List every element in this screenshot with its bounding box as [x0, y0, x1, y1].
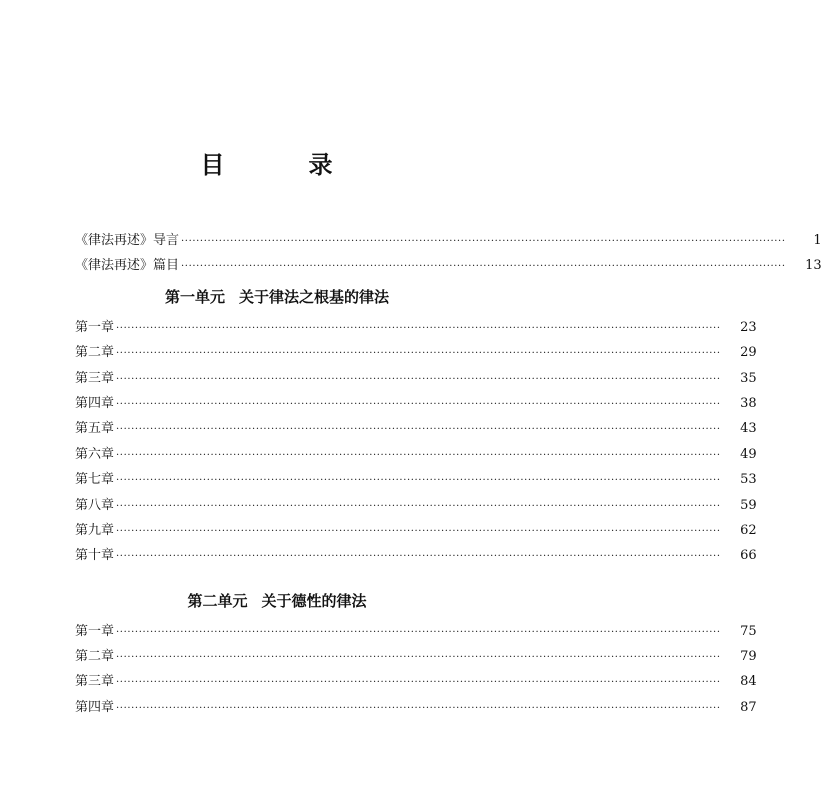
toc-chapter-row[interactable]	[75, 315, 757, 340]
chapter-page: 38	[740, 395, 757, 411]
chapter-page: 43	[740, 421, 757, 437]
toc-entry-label: 《律法再述》导言	[75, 233, 180, 248]
toc-chapter-row[interactable]	[75, 493, 757, 518]
unit-name: 关于德性的律法	[261, 591, 367, 610]
toc-entry-contents-list[interactable]	[75, 253, 822, 278]
dot-leader: ································································································································································	[116, 373, 721, 385]
toc-chapter-row[interactable]	[75, 518, 757, 543]
chapter-label: 第一章	[75, 319, 115, 335]
toc-chapter-row[interactable]	[75, 619, 757, 644]
chapter-page: 66	[740, 548, 757, 564]
chapter-page: 29	[740, 345, 757, 361]
chapter-page: 84	[740, 674, 757, 690]
chapter-label: 第六章	[75, 446, 115, 462]
chapter-page: 49	[740, 446, 757, 462]
table-of-contents	[75, 228, 822, 720]
toc-chapter-row[interactable]	[75, 543, 757, 568]
page-title: 目 录	[200, 151, 363, 179]
dot-leader: ································································································································································	[116, 398, 721, 410]
dot-leader: ································································································································································	[116, 525, 721, 537]
dot-leader: ································································································································································	[116, 551, 721, 563]
chapter-label: 第四章	[75, 699, 115, 715]
chapter-label: 第二章	[75, 649, 115, 665]
dot-leader: ································································································································································	[116, 677, 721, 689]
unit-heading-1[interactable]	[75, 279, 479, 315]
chapter-page: 87	[740, 699, 757, 715]
chapter-page: 79	[740, 649, 757, 665]
chapter-label: 第七章	[75, 472, 115, 488]
chapter-page: 59	[740, 497, 757, 513]
chapter-label: 第十章	[75, 548, 115, 564]
toc-chapter-row[interactable]	[75, 695, 757, 720]
chapter-label: 第八章	[75, 497, 115, 513]
chapter-page: 35	[740, 370, 757, 386]
toc-chapter-row[interactable]	[75, 442, 757, 467]
toc-entry-page: 1	[813, 233, 822, 248]
chapter-label: 第一章	[75, 623, 115, 639]
dot-leader: ································································································································································	[116, 702, 721, 714]
toc-chapter-row[interactable]	[75, 416, 757, 441]
toc-chapter-row[interactable]	[75, 669, 757, 694]
unit-heading-2[interactable]	[75, 583, 479, 619]
toc-entry-page: 13	[805, 258, 822, 274]
toc-chapter-row[interactable]	[75, 391, 757, 416]
dot-leader: ································································································································································	[116, 626, 721, 638]
dot-leader: ································································································································································	[116, 322, 721, 334]
toc-chapter-row[interactable]	[75, 340, 757, 365]
chapter-label: 第二章	[75, 345, 115, 361]
unit-number: 第一单元	[164, 287, 225, 306]
toc-entry-label: 《律法再述》篇目	[75, 258, 180, 274]
chapter-page: 75	[740, 623, 757, 639]
toc-chapter-row[interactable]	[75, 644, 757, 669]
chapter-label: 第五章	[75, 421, 115, 437]
dot-leader: ································································································································································	[116, 475, 721, 487]
toc-chapter-row[interactable]	[75, 467, 757, 492]
chapter-label: 第三章	[75, 674, 115, 690]
toc-entry-introduction[interactable]	[75, 228, 822, 253]
dot-leader: ································································································································································	[181, 261, 786, 273]
toc-chapter-row[interactable]	[75, 366, 757, 391]
unit-name: 关于律法之根基的律法	[239, 287, 390, 306]
chapter-page: 53	[740, 472, 757, 488]
chapter-page: 62	[740, 522, 757, 538]
dot-leader: ································································································································································	[116, 652, 721, 664]
unit-number: 第二单元	[187, 591, 248, 610]
dot-leader: ································································································································································	[116, 500, 721, 512]
chapter-label: 第三章	[75, 370, 115, 386]
dot-leader: ································································································································································	[116, 348, 721, 360]
dot-leader: ································································································································································	[116, 449, 721, 461]
dot-leader: ································································································································································	[116, 424, 721, 436]
chapter-label: 第四章	[75, 395, 115, 411]
chapter-label: 第九章	[75, 522, 115, 538]
dot-leader: ································································································································································	[181, 236, 786, 247]
chapter-page: 23	[740, 319, 757, 335]
